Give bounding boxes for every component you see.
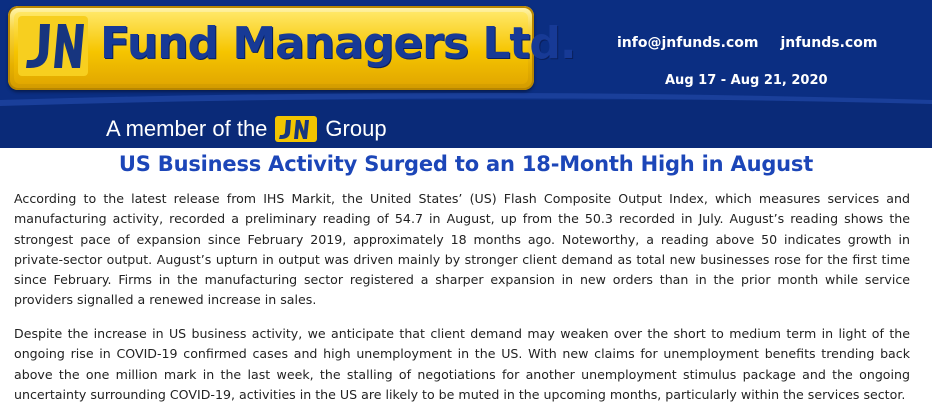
member-prefix: A member of the bbox=[106, 116, 268, 141]
article-paragraph-1: According to the latest release from IHS Markit, the United States’ (US) Flash Composite Output Index, which measures services and manufacturing activity, recorded a preliminary reading of 54.7 in August, up from the 50.3 recorded in July. August’s reading shows the strongest pace of expansion since February 2019, approximately 18 months ago. Noteworthy, a reading above 50 indicates growth in private-sector output. August’s upturn in output was driven mainly by stronger client demand as total new businesses rose for the first time since February. Firms in the manufacturing sector registered a sharper expansion in new orders than in the prior month while service providers signalled a renewed increase in sales. bbox=[14, 191, 910, 308]
logo-text: Fund Managers Ltd. bbox=[100, 18, 576, 69]
jn-group-logo-icon bbox=[275, 116, 317, 142]
newsletter-header bbox=[0, 0, 932, 148]
member-tagline bbox=[106, 116, 387, 142]
company-logo bbox=[8, 6, 576, 90]
member-suffix: Group bbox=[325, 116, 387, 141]
email-link[interactable]: info@jnfunds.com bbox=[617, 35, 759, 51]
article-headline: US Business Activity Surged to an 18-Month High in August bbox=[118, 152, 814, 176]
contact-info bbox=[617, 35, 877, 51]
date-range: Aug 17 - Aug 21, 2020 bbox=[665, 73, 828, 88]
article-paragraph-2: Despite the increase in US business activity, we anticipate that client demand may weaken over the short to medium term in light of the ongoing rise in COVID-19 confirmed cases and high unemployment in the US. With new claims for unemployment benefits trending back above the one million mark in the last week, the stalling of negotiations for another unemployment stimulus package and the ongoing uncertainty surrounding COVID-19, activities in the US are likely to be muted in the upcoming months, particularly within the services sector. bbox=[14, 326, 910, 402]
website-link[interactable]: jnfunds.com bbox=[780, 35, 878, 51]
jn-logo-icon bbox=[18, 16, 88, 76]
